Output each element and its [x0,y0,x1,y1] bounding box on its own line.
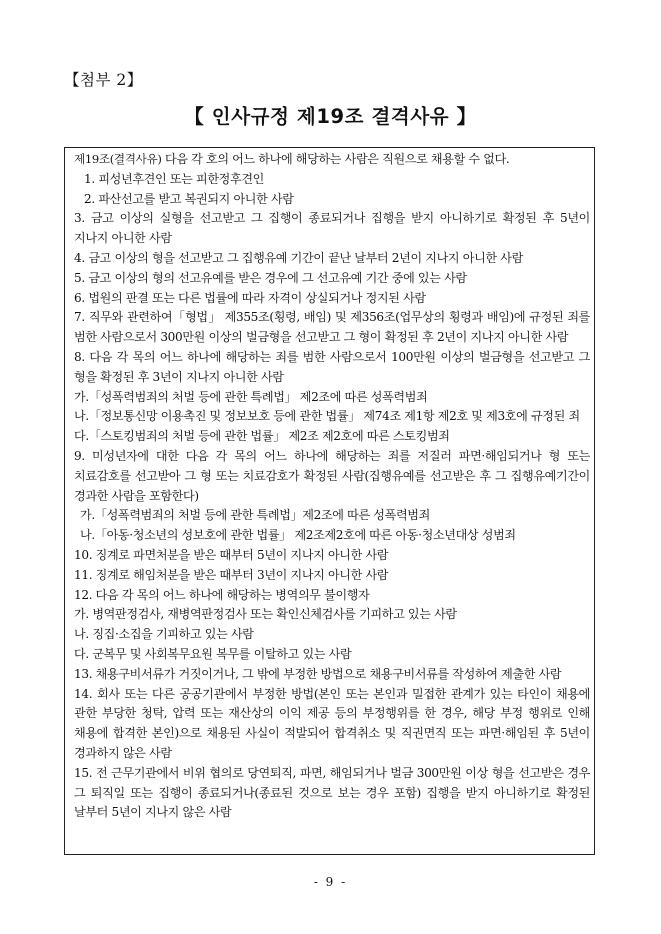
item-3: 3. 금고 이상의 실형을 선고받고 그 집행이 종료되거나 집행을 받지 아니하기로 확정된 후 5년이 지나지 아니한 사람 [74,211,590,246]
item-7: 7. 직무와 관련하여「형법」 제355조(횡령, 배임) 및 제356조(업무상의 횡령과 배임)에 규정된 죄를 범한 사람으로서 300만원 이상의 벌금형을 선고받고 그 형이 확정된 후 2년이 지나지 아니한 사람 [74,310,590,345]
item-4: 4. 금고 이상의 형을 선고받고 그 집행유예 기간이 끝난 날부터 2년이 지나지 아니한 사람 [74,250,523,265]
article-label: 제19조(결격사유) [74,152,162,166]
article-box [64,147,595,855]
item-8-na: 나.「정보통신망 이용촉진 및 정보보호 등에 관한 법률」 제74조 제1항 제2호 및 제3호에 규정된 죄 [74,409,580,424]
document-title: 【 인사규정 제19조 결격사유 】 [184,105,477,128]
article-text: 다음 각 호의 어느 하나에 해당하는 사람은 직원으로 채용할 수 없다. [161,152,510,166]
article-heading [74,150,590,170]
attachment-label: 【첨부 2】 [64,71,143,89]
item-11: 11. 징계로 해임처분을 받은 때부터 3년이 지나지 아니한 사람 [74,567,389,582]
item-6: 6. 법원의 판결 또는 다른 법률에 따라 자격이 상실되거나 정지된 사람 [74,290,426,305]
item-5: 5. 금고 이상의 형의 선고유예를 받은 경우에 그 선고유예 기간 중에 있는 사람 [74,270,467,285]
item-10: 10. 징계로 파면처분을 받은 때부터 5년이 지나지 아니한 사람 [74,547,389,562]
item-12-da: 다. 군복무 및 사회복무요원 복무를 이탈하고 있는 사람 [74,646,352,661]
item-8-da: 다.「스토킹범죄의 처벌 등에 관한 법률」 제2조 제2호에 따른 스토킹범죄 [74,429,450,444]
item-12-ga: 가. 병역판정검사, 재병역판정검사 또는 확인신체검사를 기피하고 있는 사람 [74,607,457,622]
item-8-ga: 가.「성폭력범죄의 처벌 등에 관한 특례법」 제2조에 따른 성폭력범죄 [74,389,428,404]
item-14: 14. 회사 또는 다른 공공기관에서 부정한 방법(본인 또는 본인과 밀접한 관계가 있는 타인이 채용에 관한 부당한 청탁, 압력 또는 재산상의 이익 제공 등의 부정행위를 한 경우, 해당 부정 행위로 인해 채용에 합격한 본인)으로 채용된 사실이 적발되어 합격취소 및 직권면직 또는 파면·해임된 후 5년이 경과하지 않은 사람 [74,686,590,760]
item-9-na: 나.「아동·청소년의 성보호에 관한 법률」 제2조제2호에 따른 아동·청소년대상 성범죄 [80,528,516,543]
item-12-na: 나. 징집·소집을 기피하고 있는 사람 [74,627,254,642]
item-13: 13. 채용구비서류가 거짓이거나, 그 밖에 부정한 방법으로 채용구비서류를 작성하여 제출한 사람 [74,666,562,681]
item-1: 1. 피성년후견인 또는 피한정후견인 [84,171,264,186]
item-9: 9. 미성년자에 대한 다음 각 목의 어느 하나에 해당하는 죄를 저질러 파면·해임되거나 형 또는 치료감호를 선고받아 그 형 또는 치료감호가 확정된 사람(집행유예를 선고받은 후 그 집행유예기간이 경과한 사람을 포함한다) [74,448,590,503]
item-15: 15. 전 근무기관에서 비위 협의로 당연퇴직, 파면, 해임되거나 벌금 300만원 이상 형을 선고받은 경우 그 퇴직일 또는 집행이 종료되거나(종료된 것으로 보는 경우 포함) 집행을 받지 아니하기로 확정된 날부터 5년이 지나지 않은 사람 [74,765,590,820]
item-8: 8. 다음 각 목의 어느 하나에 해당하는 죄를 범한 사람으로서 100만원 이상의 벌금형을 선고받고 그 형을 확정된 후 3년이 지나지 아니한 사람 [74,349,590,384]
item-2: 2. 파산선고를 받고 복권되지 아니한 사람 [84,191,294,206]
item-9-ga: 가.「성폭력범죄의 처벌 등에 관한 특례법」제2조에 따른 성폭력범죄 [80,508,430,523]
page-number: - 9 - [313,875,348,889]
item-12: 12. 다음 각 목의 어느 하나에 해당하는 병역의무 불이행자 [74,587,370,602]
